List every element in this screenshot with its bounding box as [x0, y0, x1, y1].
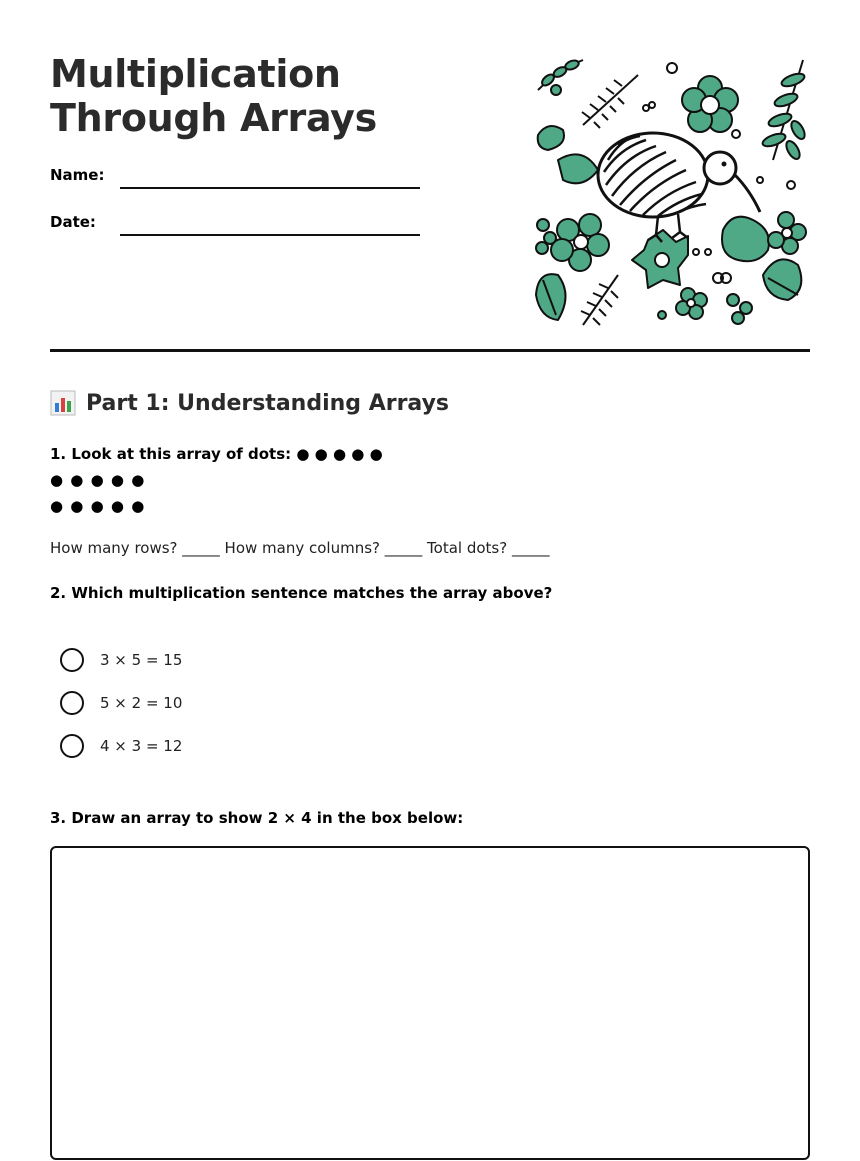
section-title-part1: [50, 390, 449, 416]
question-1-prompt: 1. Look at this array of dots: ● ● ● ● ●: [50, 445, 383, 463]
drawing-answer-box[interactable]: [50, 846, 810, 1160]
name-label: Name:: [50, 166, 105, 184]
dot-array-row: ● ● ● ● ●: [50, 497, 146, 515]
radio-button[interactable]: [60, 648, 84, 672]
date-label: Date:: [50, 213, 96, 231]
answer-option[interactable]: [60, 691, 182, 715]
kiwi-foliage-illustration: [528, 50, 812, 330]
date-field[interactable]: [120, 234, 420, 236]
answer-option-label: 5 × 2 = 10: [100, 694, 183, 712]
header-divider: [50, 349, 810, 352]
radio-button[interactable]: [60, 734, 84, 758]
question-3-prompt: 3. Draw an array to show 2 × 4 in the box below:: [50, 809, 464, 827]
worksheet-title: Multiplication Through Arrays: [50, 52, 377, 140]
answer-option[interactable]: [60, 734, 182, 758]
question-2-prompt: 2. Which multiplication sentence matches the array above?: [50, 584, 553, 602]
dot-array-row: ● ● ● ● ●: [50, 471, 146, 489]
bar-chart-icon: [50, 390, 76, 416]
question-1-fill-in: How many rows? _____ How many columns? _____ Total dots? _____: [50, 539, 550, 557]
name-field[interactable]: [120, 187, 420, 189]
answer-option-label: 4 × 3 = 12: [100, 737, 183, 755]
answer-option[interactable]: [60, 648, 182, 672]
section-title-text: Part 1: Understanding Arrays: [86, 390, 450, 416]
radio-button[interactable]: [60, 691, 84, 715]
answer-option-label: 3 × 5 = 15: [100, 651, 183, 669]
